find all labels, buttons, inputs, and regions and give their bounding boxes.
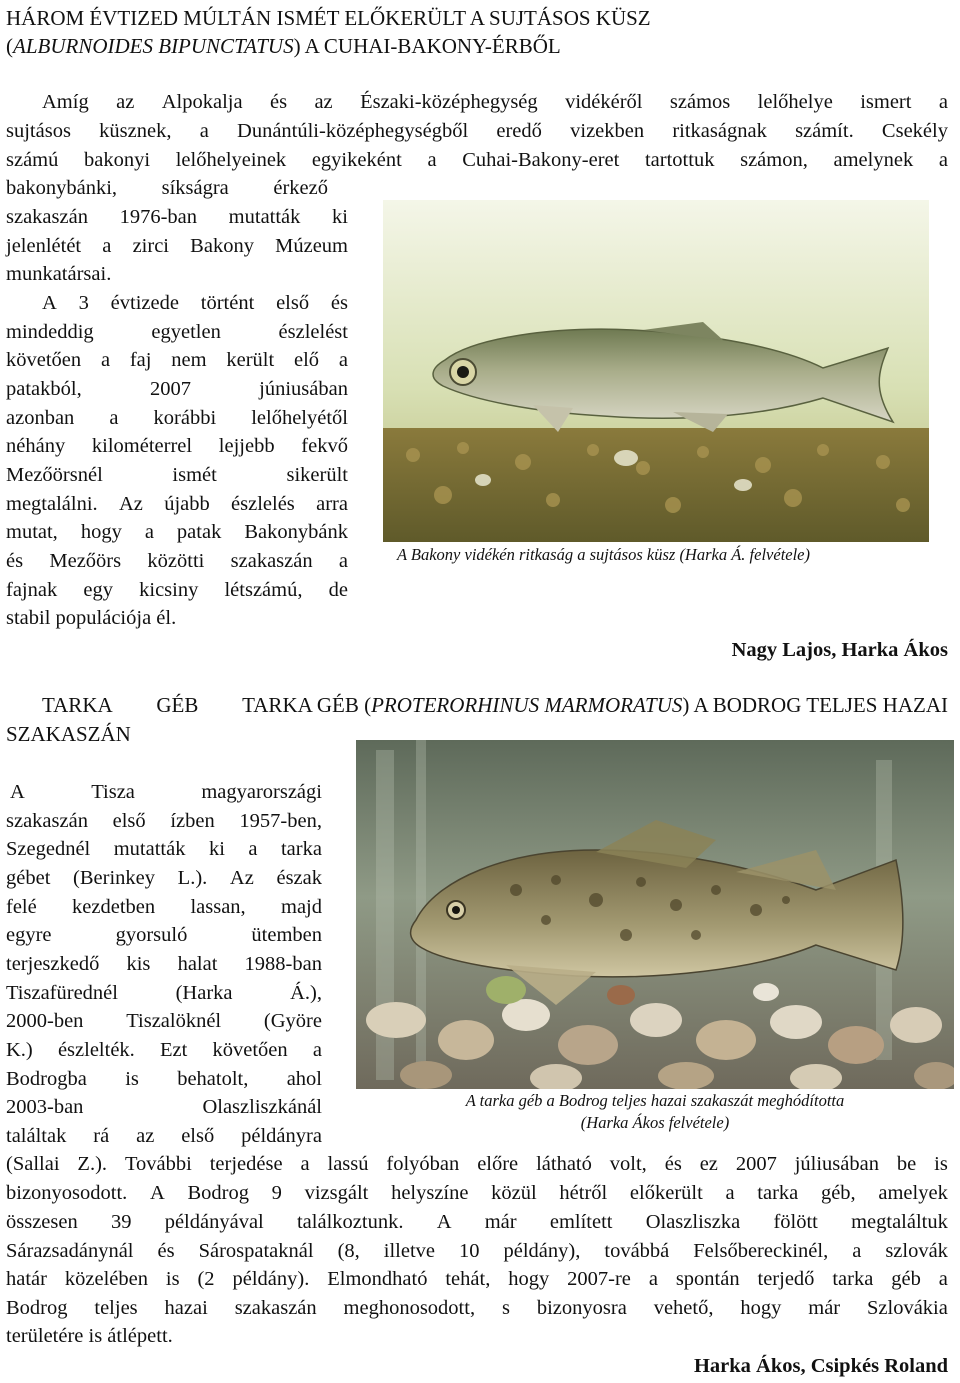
text-line: terjeszkedő kis halat 1988-ban	[6, 953, 322, 975]
article1-authors: Nagy Lajos, Harka Ákos	[731, 639, 948, 661]
proterorhinus-photo	[356, 740, 954, 1089]
text-line: K.) észlelték. Ezt követően a	[6, 1039, 322, 1061]
article2-authors: Harka Ákos, Csipkés Roland	[693, 1355, 948, 1377]
text-line: bakonybánki, síkságra érkező	[6, 177, 328, 199]
text-line: (Sallai Z.). További terjedése a lassú folyóban előre látható volt, és ez 2007 júliusában be is	[6, 1153, 948, 1175]
text-line: szakaszán első ízben 1957-ben,	[6, 810, 322, 832]
text-line: sujtásos küsznek, a Dunántúli-középhegységből eredő vizekben ritkaságnak számít. Csekély	[6, 120, 948, 142]
text-line: fajnak egy kicsiny létszámú, de	[6, 579, 348, 601]
text-line: A 3 évtizede történt első és	[42, 292, 348, 314]
text-line: megtalálni. Az újabb észlelés arra	[6, 493, 348, 515]
text-line: számú bakonyi lelőhelyeinek egyikeként a Cuhai-Bakony-eret tartottuk számon, amelynek a	[6, 149, 948, 171]
text-line: találtak rá az első példányra	[6, 1125, 322, 1147]
text-line: felé kezdetben lassan, majd	[6, 896, 322, 918]
text-line: Bodrogba is behatolt, ahol	[6, 1068, 322, 1090]
text-line: patakból, 2007 júniusában	[6, 378, 348, 400]
text-line: gébet (Berinkey L.). Az észak	[6, 867, 322, 889]
text-line: stabil populációja él.	[6, 607, 177, 629]
text-line: A Tisza magyarországi	[10, 781, 322, 803]
text-line: egyre gyorsuló ütemben	[6, 924, 322, 946]
text-line: azonban a korábbi lelőhelyétől	[6, 407, 348, 429]
article2-title-line2: SZAKASZÁN	[6, 722, 131, 746]
text-line: 2003-ban Olaszliszkánál	[6, 1096, 322, 1118]
alburnoides-photo-caption: A Bakony vidékén ritkaság a sujtásos küsz (Harka Á. felvétele)	[397, 545, 810, 564]
text-line: munkatársai.	[6, 263, 112, 285]
text-line: Amíg az Alpokalja és az Északi-középhegység vidékéről számos lelőhelye ismert a	[42, 91, 948, 113]
text-line: Tiszafürednél (Harka Á.),	[6, 982, 322, 1004]
proterorhinus-photo-caption-line2: (Harka Ákos felvétele)	[580, 1113, 730, 1132]
article1-title-line1: HÁROM ÉVTIZED MÚLTÁN ISMÉT ELŐKERÜLT A SUJTÁSOS KÜSZ	[6, 6, 651, 30]
proterorhinus-photo-caption-line1: A tarka géb a Bodrog teljes hazai szakaszát meghódította	[465, 1091, 845, 1110]
text-line: határ közelében is (2 példány). Elmondható tehát, hogy 2007-re a spontán terjedő tarka géb a	[6, 1268, 948, 1290]
text-line: 2000-ben Tiszalöknél (Györe	[6, 1010, 322, 1032]
text-line: Sárazsadánynál és Sárospataknál (8, illetve 10 példány), továbbá Felsőbereckinél, a szlovák	[6, 1240, 948, 1262]
text-line: Bodrog teljes hazai szakaszán meghonosodott, s bizonyosra vehető, hogy már Szlovákia	[6, 1297, 948, 1319]
article2-title-line1: TARKA GÉB TARKA GÉB (PROTERORHINUS MARMORATUS) A BODROG TELJES HAZAI	[42, 693, 948, 717]
article1-title-line2: (ALBURNOIDES BIPUNCTATUS) A CUHAI-BAKONY-ÉRBŐL	[6, 34, 561, 58]
text-line: szakaszán 1976-ban mutatták ki	[6, 206, 348, 228]
text-line: mindeddig egyetlen észlelést	[6, 321, 348, 343]
article2-title-species: PROTERORHINUS MARMORATUS	[371, 693, 683, 717]
article1-title-species: ALBURNOIDES BIPUNCTATUS	[13, 34, 294, 58]
text-line: összesen 39 példányával találkoztunk. A már említett Olaszliszka fölött megtaláltuk	[6, 1211, 948, 1233]
text-line: bizonyosodott. A Bodrog 9 vizsgált helyszíne közül hétről előkerült a tarka géb, amelyek	[6, 1182, 948, 1204]
text-line: területére is átlépett.	[6, 1325, 173, 1347]
text-line: követően a faj nem került elő a	[6, 349, 348, 371]
text-line: és Mezőörs közötti szakaszán a	[6, 550, 348, 572]
text-line: Mezőörsnél ismét sikerült	[6, 464, 348, 486]
text-line: jelenlétét a zirci Bakony Múzeum	[6, 235, 348, 257]
text-line: mutat, hogy a patak Bakonybánk	[6, 521, 348, 543]
text-line: Szegednél mutatták ki a tarka	[6, 838, 322, 860]
alburnoides-photo	[383, 200, 929, 542]
text-line: néhány kilométerrel lejjebb fekvő	[6, 435, 348, 457]
